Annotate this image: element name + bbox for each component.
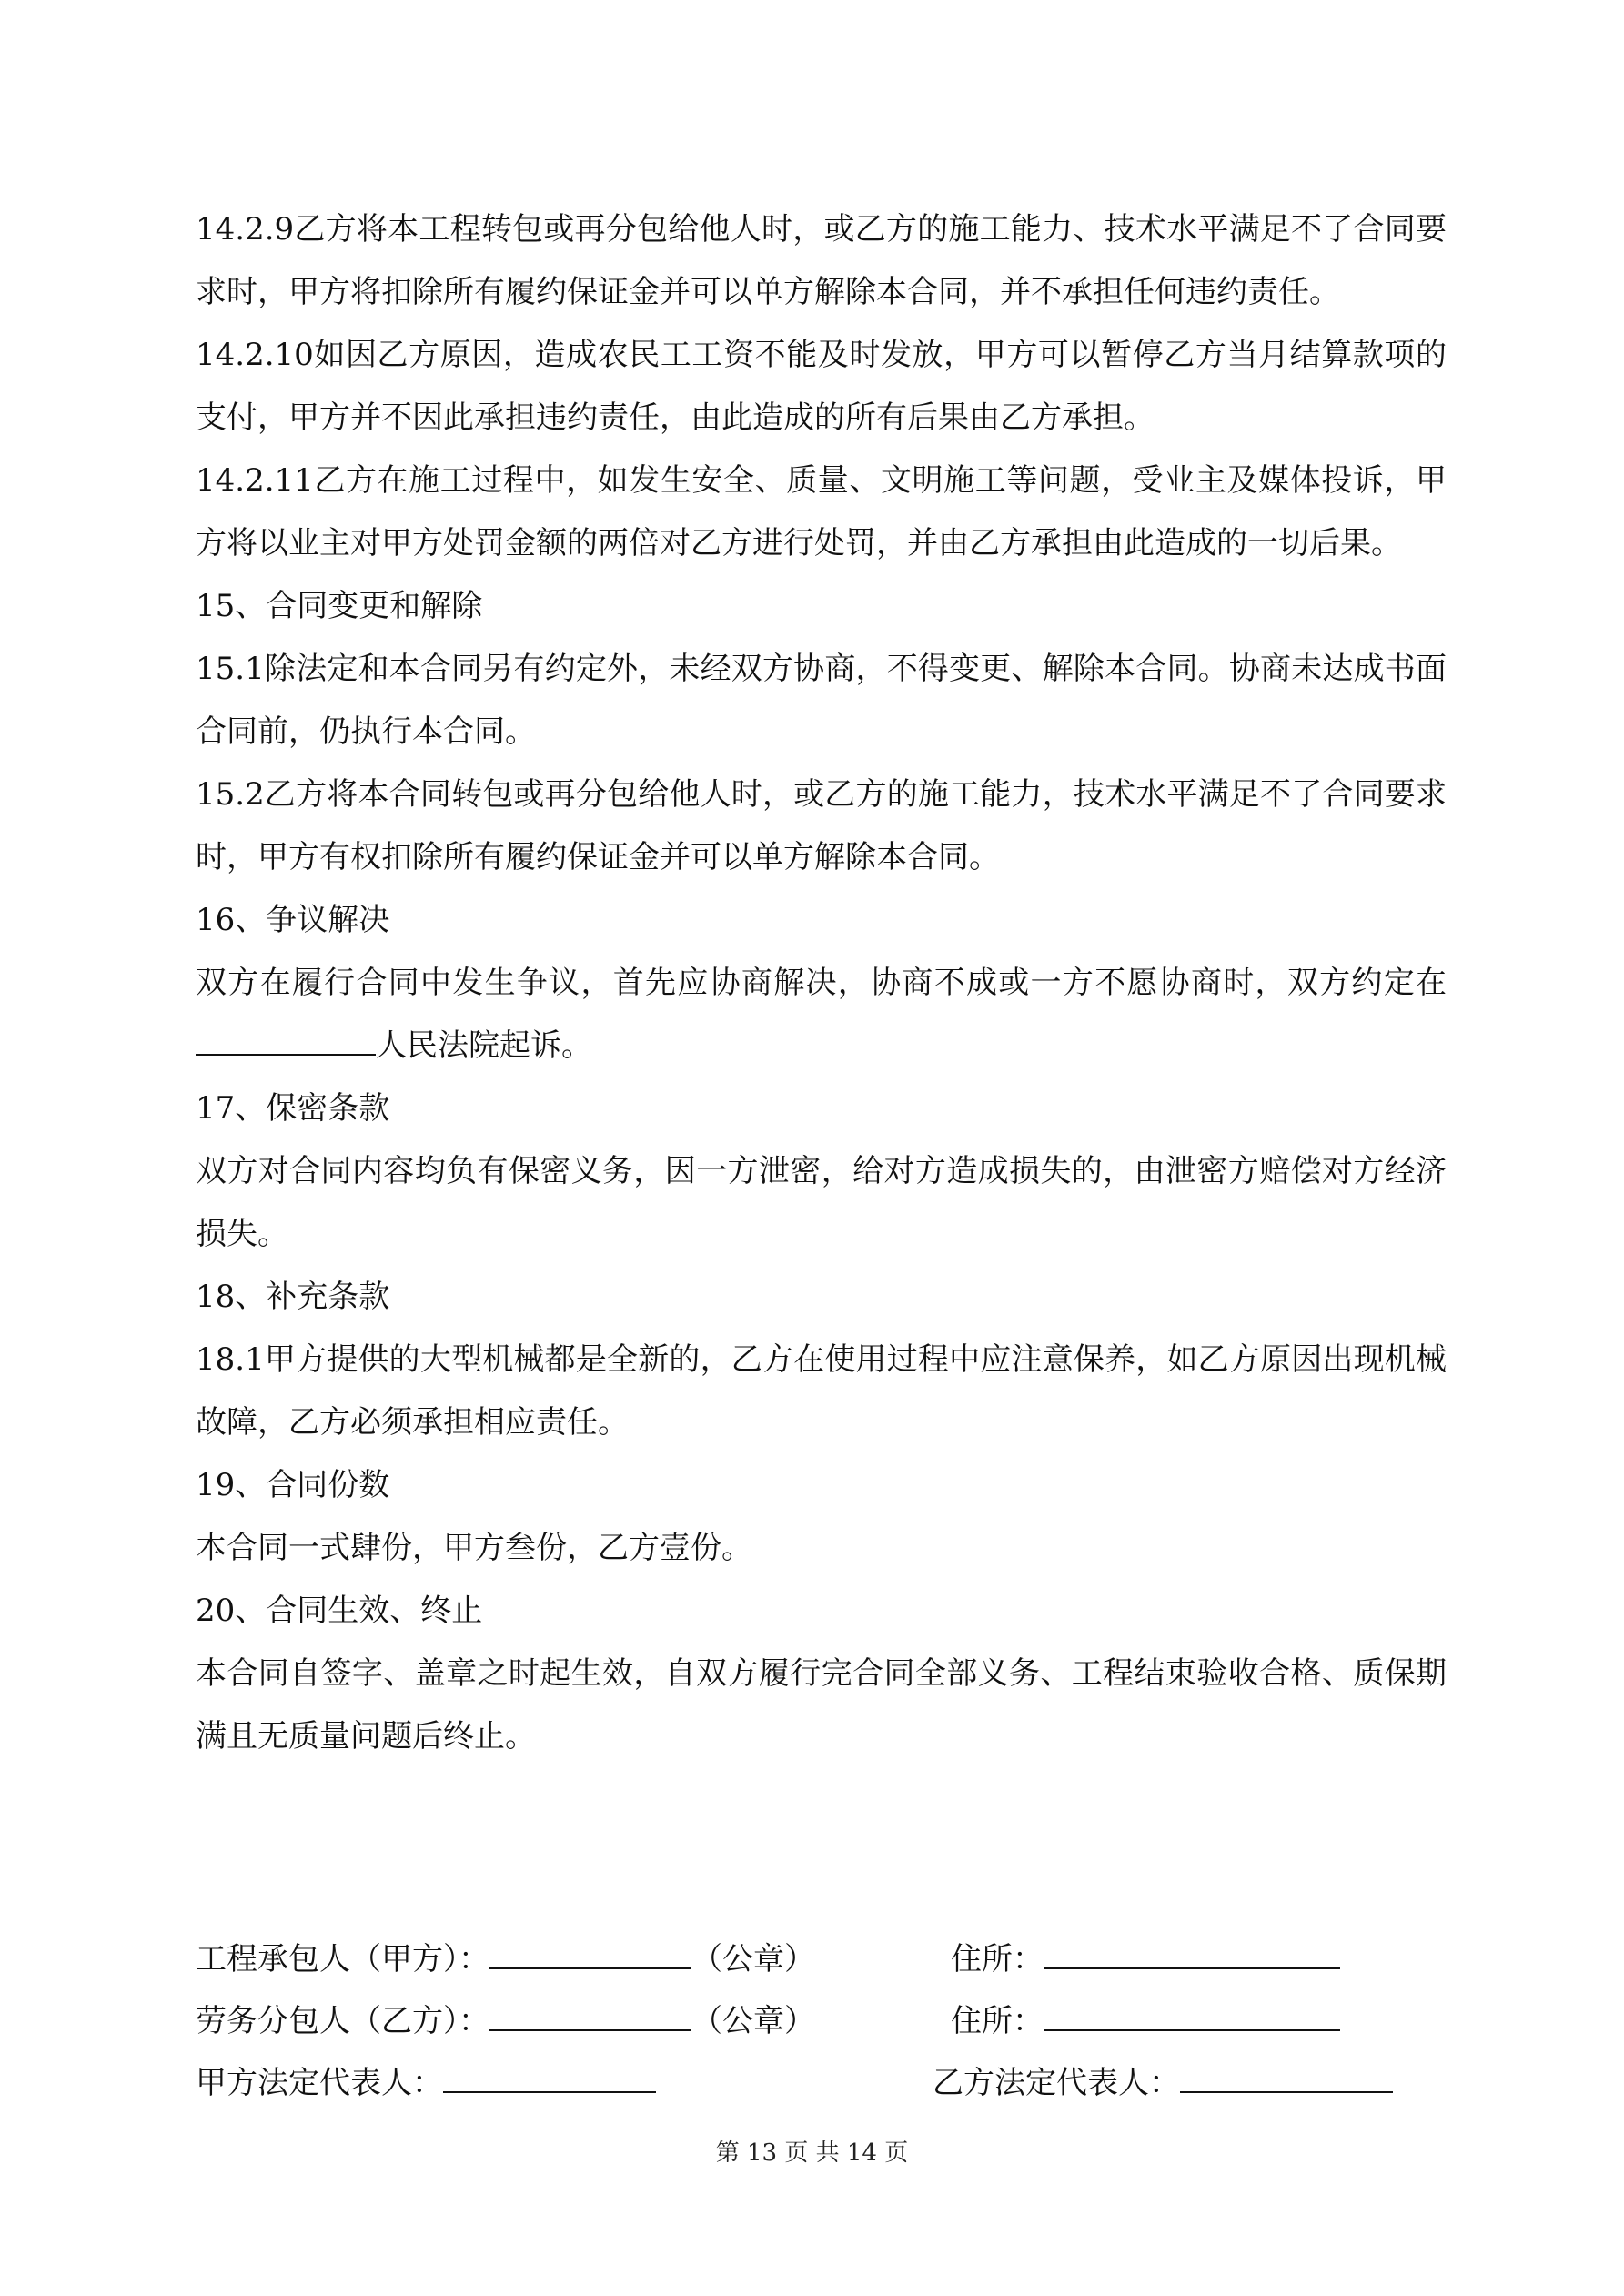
clause-14-2-11: 14.2.11乙方在施工过程中，如发生安全、质量、文明施工等问题，受业主及媒体投诉，甲方将以业主对甲方处罚金额的两倍对乙方进行处罚，并由乙方承担由此造成的一切后果。 (196, 462, 1447, 561)
confidentiality-clause: 双方对合同内容均负有保密义务，因一方泄密，给对方造成损失的，由泄密方赔偿对方经济损失。 (196, 1153, 1447, 1252)
section-17-heading: 17、保密条款 (196, 1090, 390, 1127)
party-b-rep-blank (1180, 2064, 1393, 2093)
party-a-address-label: 住所： (951, 1941, 1044, 1977)
section-16-heading: 16、争议解决 (196, 902, 390, 938)
party-a-rep-label: 甲方法定代表人： (196, 2065, 443, 2101)
court-suffix: 人民法院起诉。 (376, 1027, 592, 1064)
section-19-heading: 19、合同份数 (196, 1467, 390, 1503)
dispute-clause-text: 双方在履行合同中发生争议，首先应协商解决，协商不成或一方不愿协商时，双方约定 (196, 965, 1416, 1001)
copies-clause: 本合同一式肆份，甲方叁份，乙方壹份。 (196, 1530, 752, 1566)
page-footer: 第 13 页 共 14 页 (715, 2139, 909, 2167)
clause-15-2: 15.2乙方将本合同转包或再分包给他人时，或乙方的施工能力，技术水平满足不了合同要求时，甲方有权扣除所有履约保证金并可以单方解除本合同。 (196, 776, 1447, 875)
party-b-address-line (951, 2002, 1340, 2039)
party-b-signature-line (196, 2002, 815, 2039)
party-b-address-blank (1044, 2002, 1340, 2031)
party-a-rep-blank (443, 2064, 656, 2093)
party-a-representative-line (196, 2064, 656, 2101)
party-a-address-line (951, 1940, 1340, 1977)
clause-14-2-10: 14.2.10如因乙方原因，造成农民工工资不能及时发放，甲方可以暂停乙方当月结算款项的支付，甲方并不因此承担违约责任，由此造成的所有后果由乙方承担。 (196, 337, 1447, 436)
party-b-seal: （公章） (691, 2003, 815, 2039)
party-a-label: 工程承包人（甲方）： (196, 1941, 489, 1977)
court-blank (196, 1027, 376, 1056)
dispute-clause (196, 952, 1447, 1077)
party-a-name-blank (489, 1940, 691, 1969)
clause-18-1: 18.1甲方提供的大型机械都是全新的，乙方在使用过程中应注意保养，如乙方原因出现机械故障，乙方必须承担相应责任。 (196, 1341, 1447, 1441)
party-a-seal: （公章） (691, 1941, 815, 1977)
party-b-name-blank (489, 2002, 691, 2031)
party-b-address-label: 住所： (951, 2003, 1044, 2039)
party-b-rep-label: 乙方法定代表人： (933, 2065, 1180, 2101)
clause-14-2-9: 14.2.9乙方将本工程转包或再分包给他人时，或乙方的施工能力、技术水平满足不了合同要求时，甲方将扣除所有履约保证金并可以单方解除本合同，并不承担任何违约责任。 (196, 211, 1447, 310)
party-b-representative-line (933, 2064, 1393, 2101)
contract-body (196, 198, 1447, 1768)
clause-15-1: 15.1除法定和本合同另有约定外，未经双方协商，不得变更、解除本合同。协商未达成书面合同前，仍执行本合同。 (196, 651, 1447, 750)
section-20-heading: 20、合同生效、终止 (196, 1593, 483, 1629)
section-15-heading: 15、合同变更和解除 (196, 588, 483, 624)
effectiveness-clause: 本合同自签字、盖章之时起生效，自双方履行完合同全部义务、工程结束验收合格、质保期满且无质量问题后终止。 (196, 1655, 1447, 1755)
party-b-label: 劳务分包人（乙方）： (196, 2003, 489, 2039)
section-18-heading: 18、补充条款 (196, 1279, 390, 1315)
party-a-signature-line (196, 1940, 815, 1977)
court-prefix: 在 (1416, 965, 1447, 1001)
party-a-address-blank (1044, 1940, 1340, 1969)
